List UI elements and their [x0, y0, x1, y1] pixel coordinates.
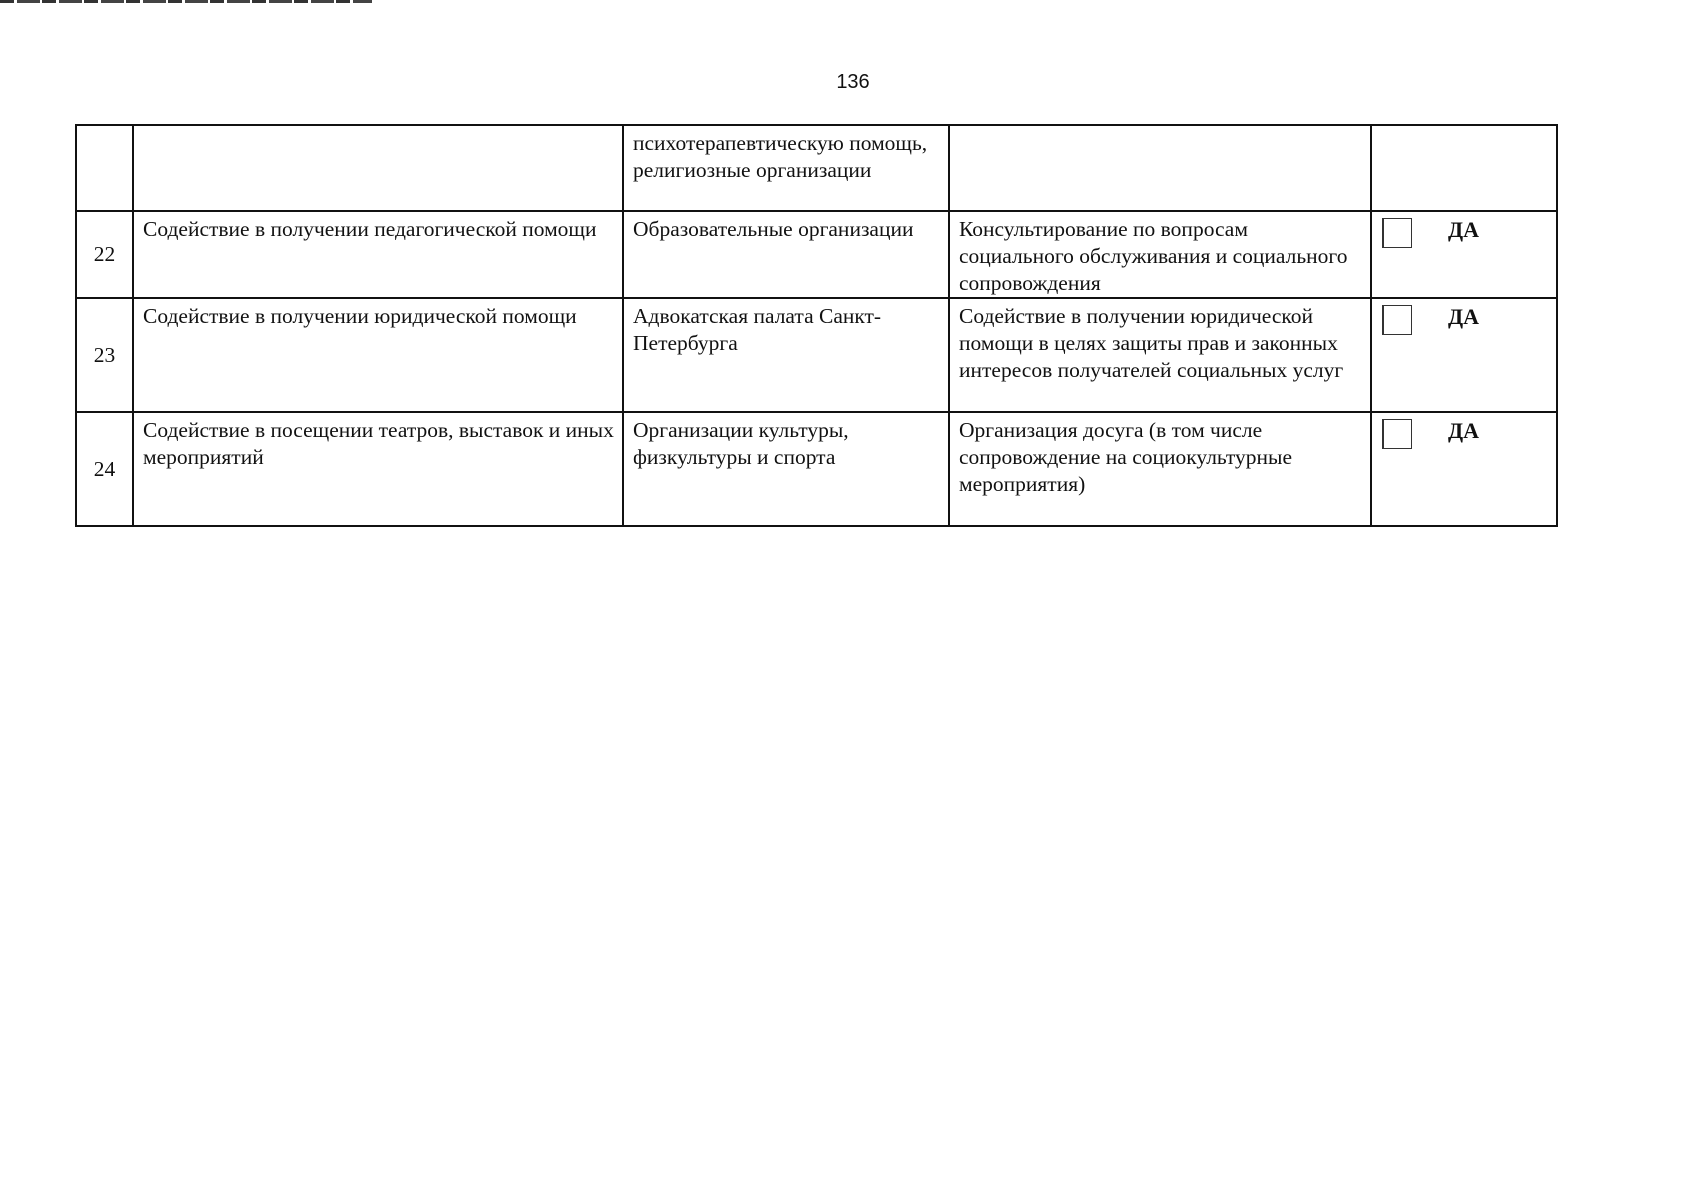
checkbox-23[interactable]	[1382, 305, 1412, 335]
row-number: 22	[93, 242, 116, 266]
row-number-cell	[76, 298, 133, 412]
organization-cell	[623, 298, 949, 412]
action-cell	[949, 211, 1371, 298]
row-number-cell	[76, 412, 133, 526]
services-table	[75, 124, 1558, 527]
action-cell	[949, 298, 1371, 412]
row-number-cell	[76, 125, 133, 211]
service-text: Содействие в посещении театров, выставок и иных мероприятий	[143, 418, 614, 469]
row-number: 24	[93, 456, 116, 481]
service-text: Содействие в получении педагогической помощи	[143, 217, 597, 241]
action-text: Организация досуга (в том числе сопровождение на социокультурные мероприятия)	[959, 418, 1293, 496]
answer-label: ДА	[1448, 418, 1480, 443]
mark-cell	[1371, 412, 1557, 526]
table-row-22	[76, 211, 1557, 298]
page-number: 136	[836, 71, 870, 93]
mark-cell	[1371, 298, 1557, 412]
scan-artifact-line	[0, 0, 372, 3]
table-row-23	[76, 298, 1557, 412]
organization-text: Организации культуры, физкультуры и спорта	[633, 418, 849, 469]
service-cell	[133, 211, 623, 298]
service-cell	[133, 412, 623, 526]
service-cell	[133, 298, 623, 412]
checkbox-22[interactable]	[1382, 218, 1412, 248]
service-text: Содействие в получении юридической помощи	[143, 304, 577, 328]
action-cell	[949, 412, 1371, 526]
organization-text: психотерапевтическую помощь, религиозные организации	[633, 131, 928, 182]
organization-cell	[623, 125, 949, 211]
mark-cell	[1371, 125, 1557, 211]
service-cell	[133, 125, 623, 211]
table-row-continuation	[76, 125, 1557, 211]
table-row-24	[76, 412, 1557, 526]
organization-text: Адвокатская палата Санкт-Петербурга	[633, 304, 882, 355]
row-number-cell	[76, 211, 133, 298]
action-cell	[949, 125, 1371, 211]
organization-text: Образовательные организации	[633, 217, 914, 241]
answer-label: ДА	[1448, 304, 1480, 329]
checkbox-24[interactable]	[1382, 419, 1412, 449]
action-text: Консультирование по вопросам социального обслуживания и социального сопровождения	[959, 217, 1348, 295]
action-text: Содействие в получении юридической помощи в целях защиты прав и законных интересов получателей социальных услуг	[959, 304, 1344, 382]
organization-cell	[623, 412, 949, 526]
row-number: 23	[93, 342, 116, 367]
mark-cell	[1371, 211, 1557, 298]
organization-cell	[623, 211, 949, 298]
answer-label: ДА	[1448, 217, 1480, 242]
